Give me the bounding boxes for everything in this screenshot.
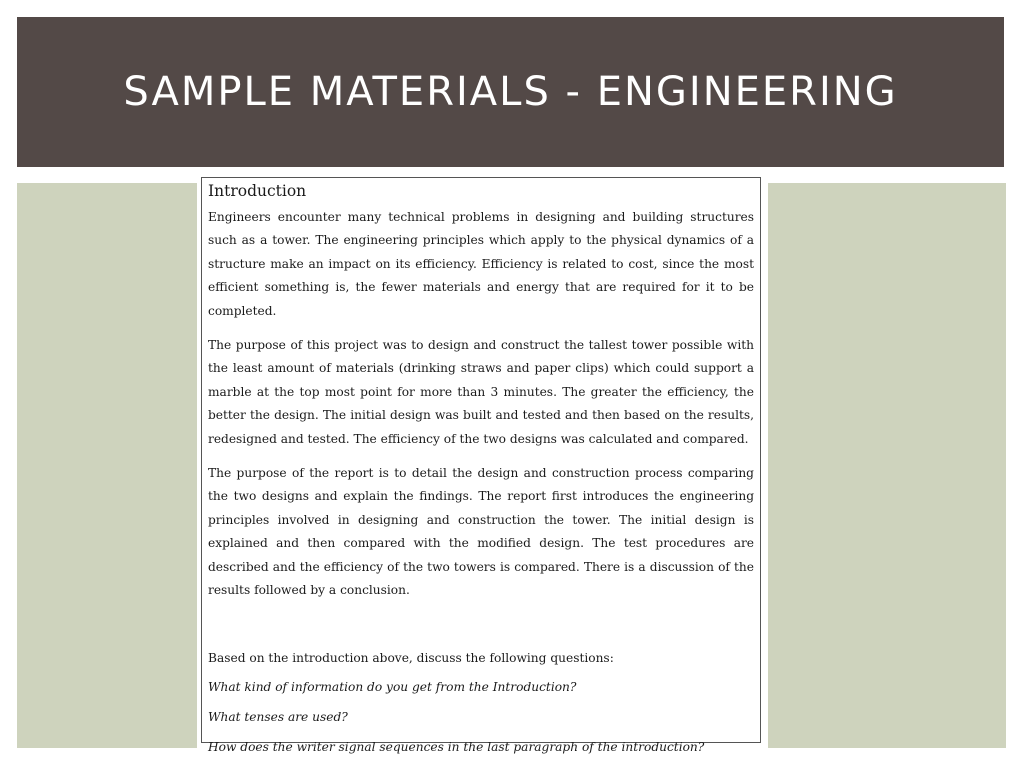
paragraph-3: The purpose of the report is to detail the design and construction process comparing the two designs and explain the findings. The report first introduces the engineering principles involved in designing and construction the tower. The initial design is explained and then compared with the modified design. The test procedures are described and the efficiency of the two towers is compared. There is a discussion of the results followed by a conclusion. (208, 466, 754, 598)
questions-intro: Based on the introduction above, discuss the following questions: (208, 650, 614, 665)
paragraph-1: Engineers encounter many technical problems in designing and building structures such as a tower. The engineering principles which apply to the physical dynamics of a structure make an impact on its efficiency. Efficiency is related to cost, since the most efficient something is, the fewer materials and energy that are required for it to be completed. (208, 210, 754, 318)
document-excerpt (201, 177, 761, 754)
slide-title-bar (17, 17, 1004, 167)
document-heading: Introduction (208, 182, 307, 200)
right-side-panel (768, 183, 1006, 748)
question-2: What tenses are used? (208, 709, 348, 724)
slide-title: SAMPLE MATERIALS - ENGINEERING (123, 69, 898, 115)
paragraph-2: The purpose of this project was to design and construct the tallest tower possible with the least amount of materials (drinking straws and paper clips) which could support a marble at the top most point for more than 3 minutes. The greater the efficiency, the better the design. The initial design was built and tested and then based on the results, redesigned and tested. The efficiency of the two designs was calculated and compared. (208, 338, 754, 446)
question-3: How does the writer signal sequences in the last paragraph of the introduction? (208, 739, 705, 754)
left-side-panel (17, 183, 197, 748)
question-1: What kind of information do you get from the Introduction? (208, 679, 577, 694)
